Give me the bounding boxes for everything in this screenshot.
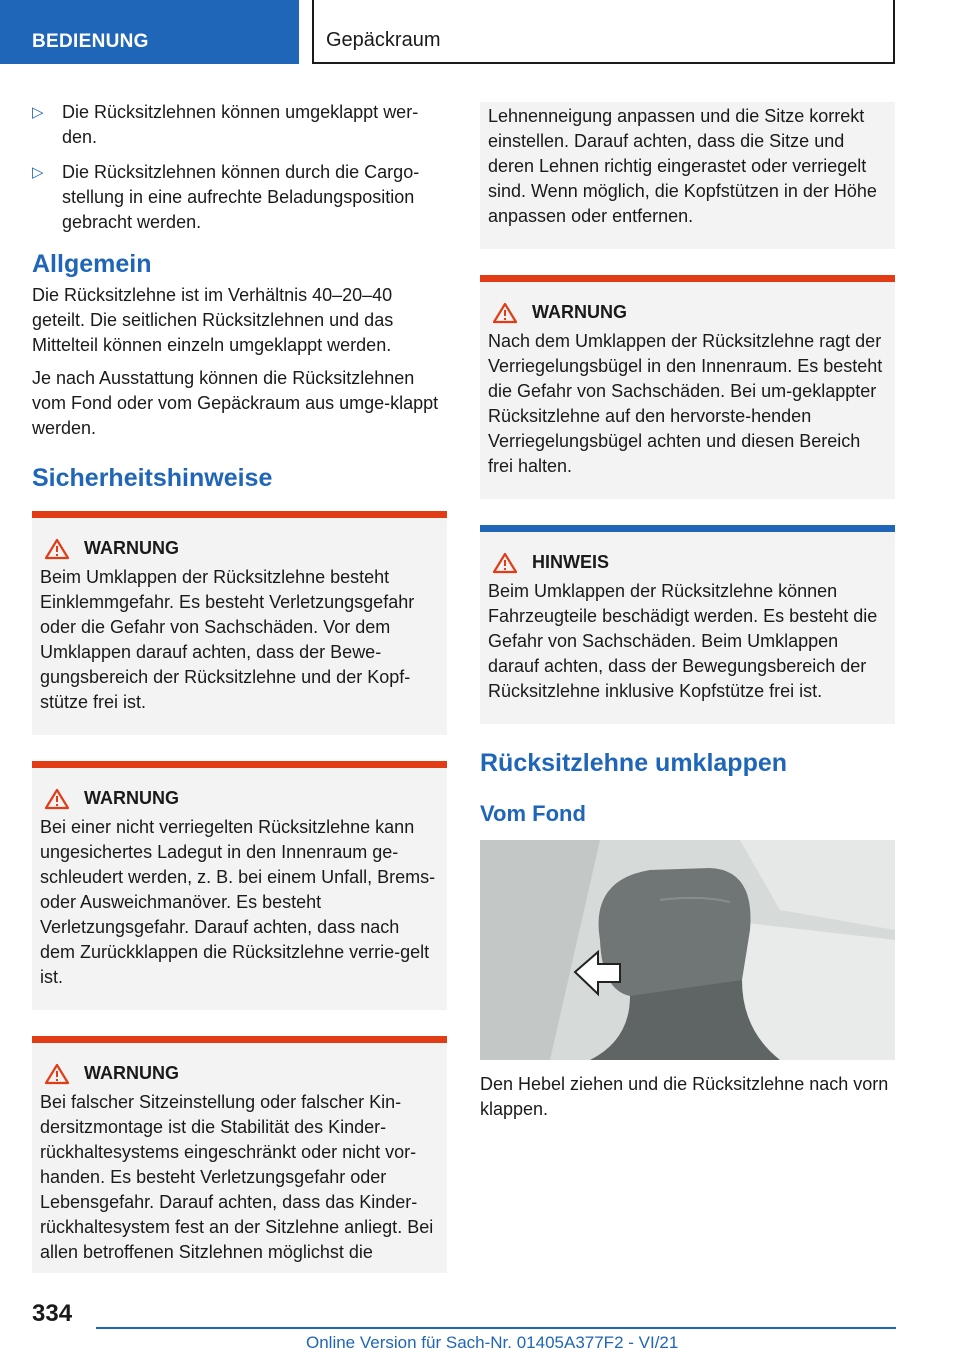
bullet-text: Die Rücksitzlehnen können umgeklappt wer-den. [62, 102, 419, 147]
warning-text: Beim Umklappen der Rücksitzlehne besteht Einklemmgefahr. Es besteht Verletzungsgefahr oder die Gefahr von Sachschäden. Vor dem Umklappen darauf achten, dass der Bewe-gungsbereich der Rücksitzlehne und der Kopf-stütze frei ist. [40, 567, 415, 712]
footer-online-version: Online Version für Sach-Nr. 01405A377F2 - VI/21 [306, 1333, 679, 1352]
page-number: 334 [32, 1300, 73, 1327]
hint-box [480, 525, 895, 724]
heading-allgemein: Allgemein [32, 250, 152, 278]
chapter-title: Gepäckraum [326, 29, 441, 51]
warning-text: Lehnenneigung anpassen und die Sitze korrekt einstellen. Darauf achten, dass die Sitze und deren Lehnen richtig eingerastet oder verriegelt sind. Wenn möglich, die Kopfstützen in der Höhe anpassen oder entfernen. [488, 106, 877, 226]
warning-text: Bei falscher Sitzeinstellung oder falscher Kin-dersitzmontage ist die Stabilität des Kinder-rückhaltesystems eingeschränkt oder nicht vor-handen. Es besteht Verletzungsgefahr oder Lebensgefahr. Darauf achten, dass das Kinder-rückhaltesystem fest an der Sitzlehne anliegt. Bei allen betroffenen Sitzlehnen möglichst die [40, 1092, 434, 1262]
warning-triangle-icon [44, 788, 70, 810]
heading-sicherheitshinweise: Sicherheitshinweise [32, 464, 273, 492]
warning-title: WARNUNG [532, 302, 627, 322]
bullet-item [32, 100, 447, 150]
bullet-item [32, 160, 447, 235]
warning-box [32, 761, 447, 1010]
warning-title-row [40, 1061, 439, 1086]
hint-title-row [488, 550, 887, 575]
warning-triangle-icon [492, 552, 518, 574]
left-column [32, 100, 447, 1273]
warning-text: Bei einer nicht verriegelten Rücksitzlehne kann ungesichertes Ladegut in den Innenraum ge-schleudert werden, z. B. bei einem Unfall, Brems- oder Ausweichmanöver. Es besteht Verletzungsgefahr. Darauf achten, dass nach dem Zurückklappen die Rücksitzlehne verrie-gelt ist. [40, 817, 436, 987]
warning-title-row [40, 786, 439, 811]
warning-text: Nach dem Umklappen der Rücksitzlehne ragt der Verriegelungsbügel in den Innenraum. Es besteht die Gefahr von Sachschäden. Bei um-geklappter Rücksitzlehne auf den hervorste-henden Verriegelungsbügel achten und diesen Bereich frei halten. [488, 331, 883, 476]
warning-title-row [488, 300, 887, 325]
warning-box [32, 1036, 447, 1273]
hint-title: HINWEIS [532, 552, 610, 572]
warning-title: WARNUNG [84, 1063, 179, 1083]
warning-title-row [40, 536, 439, 561]
bullet-text: Die Rücksitzlehnen können durch die Cargo-stellung in eine aufrechte Beladungsposition gebracht werden. [62, 162, 420, 232]
warning-box [32, 511, 447, 735]
triangle-bullet-icon: ▷ [32, 104, 44, 121]
warning-box [480, 275, 895, 499]
seat-photo [480, 840, 895, 1060]
heading-ruecksitzlehne-umklappen: Rücksitzlehne umklappen [480, 749, 788, 777]
photo-caption: Den Hebel ziehen und die Rücksitzlehne nach vorn klappen. [480, 1074, 889, 1119]
seat-illustration [480, 840, 895, 1060]
warning-triangle-icon [492, 302, 518, 324]
warning-title: WARNUNG [84, 788, 179, 808]
warning-triangle-icon [44, 1063, 70, 1085]
warning-box-continued [480, 102, 895, 249]
heading-vom-fond: Vom Fond [480, 801, 586, 826]
right-column [480, 102, 895, 1130]
warning-triangle-icon [44, 538, 70, 560]
triangle-bullet-icon: ▷ [32, 164, 44, 181]
paragraph: Die Rücksitzlehne ist im Verhältnis 40–20–40 geteilt. Die seitlichen Rücksitzlehnen und das Mittelteil können einzeln umgeklappt werden. [32, 285, 394, 355]
footer-divider [96, 1327, 896, 1329]
section-tab [0, 0, 299, 64]
hint-text: Beim Umklappen der Rücksitzlehne können Fahrzeugteile beschädigt werden. Es besteht die Gefahr von Sachschäden. Beim Umklappen darauf achten, dass der Bewegungsbereich der Rücksitzlehne inklusive Kopfstütze frei ist. [488, 581, 878, 701]
section-label: BEDIENUNG [32, 31, 149, 52]
chapter-header [312, 0, 895, 64]
paragraph: Je nach Ausstattung können die Rücksitzlehnen vom Fond oder vom Gepäckraum aus umge-klappt werden. [32, 368, 439, 438]
warning-title: WARNUNG [84, 538, 179, 558]
